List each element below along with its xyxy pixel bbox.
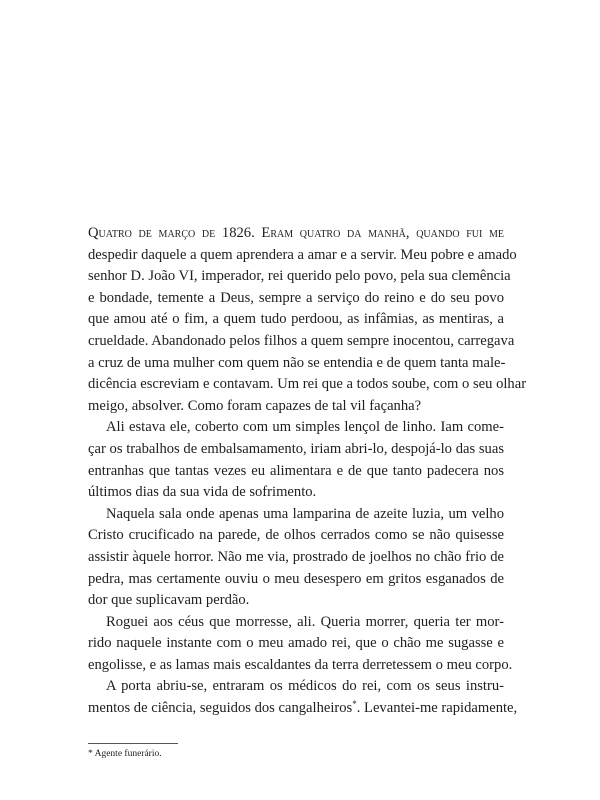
text-line: engolisse, e as lamas mais escaldantes da terra derretessem o meu corpo. xyxy=(88,656,513,673)
text-line: que amou até o fim, a quem tudo perdoou, as infâmias, as mentiras, a xyxy=(88,311,504,328)
text-line: Naquela sala onde apenas uma lamparina de azeite luzia, um velho xyxy=(106,505,504,522)
text-line: dicência escreviam e contavam. Um rei que a todos soube, com o seu olhar xyxy=(88,376,527,393)
footnote-marker: * xyxy=(88,749,93,759)
text-line: crueldade. Abandonado pelos filhos a quem sempre inocentou, carregava xyxy=(88,332,515,349)
paragraph-2 xyxy=(88,417,504,503)
text-line: Quatro de março de 1826. Eram quatro da manhã, quando fui me xyxy=(88,225,504,241)
text-fragment: mentos de ciência, seguidos dos cangalheiros xyxy=(88,700,353,717)
text-line: a cruz de uma mulher com quem não se entendia e de quem tanta male- xyxy=(88,354,506,371)
text-line: meigo, absolver. Como foram capazes de tal vil façanha? xyxy=(88,397,422,414)
paragraph-1 xyxy=(88,223,527,417)
text-line: dor que suplicavam perdão. xyxy=(88,592,250,609)
footnote-text: Agente funerário. xyxy=(94,749,162,759)
text-line: assistir àquele horror. Não me via, prostrado de joelhos no chão frio de xyxy=(88,548,504,565)
text-line: A porta abriu-se, entraram os médicos do rei, com os seus instru- xyxy=(106,678,504,695)
footnote-reference: * xyxy=(352,699,357,710)
body-text xyxy=(88,223,527,720)
paragraph-5 xyxy=(88,676,518,719)
text-line: rido naquele instante com o meu amado rei, que o chão me sugasse e xyxy=(88,635,504,652)
text-line: últimos dias da sua vida de sofrimento. xyxy=(88,484,317,501)
paragraph-4 xyxy=(88,612,513,677)
text-line: Cristo crucificado na parede, de olhos cerrados como se não quisesse xyxy=(88,527,504,544)
text-line: e bondade, temente a Deus, sempre a serviço do reino e do seu povo xyxy=(88,289,504,306)
text-line xyxy=(88,698,518,720)
text-line: despedir daquele a quem aprendera a amar e a servir. Meu pobre e amado xyxy=(88,246,517,263)
text-line: entranhas que tantas vezes eu alimentara e de que tanto padecera nos xyxy=(88,462,504,479)
text-line: pedra, mas certamente ouviu o meu desespero em gritos esganados de xyxy=(88,570,504,587)
footnote-divider xyxy=(88,743,178,744)
footnote xyxy=(88,748,162,760)
paragraph-3 xyxy=(88,504,504,612)
text-line: çar os trabalhos de embalsamamento, iriam abri-lo, despojá-lo das suas xyxy=(88,440,504,457)
text-line: Roguei aos céus que morresse, ali. Queria morrer, queria ter mor- xyxy=(106,613,504,630)
text-fragment: . Levantei-me rapidamente, xyxy=(356,700,518,717)
text-line: Ali estava ele, coberto com um simples lençol de linho. Iam come- xyxy=(106,419,504,436)
text-line: senhor D. João VI, imperador, rei querido pelo povo, pela sua clemência xyxy=(88,268,511,285)
